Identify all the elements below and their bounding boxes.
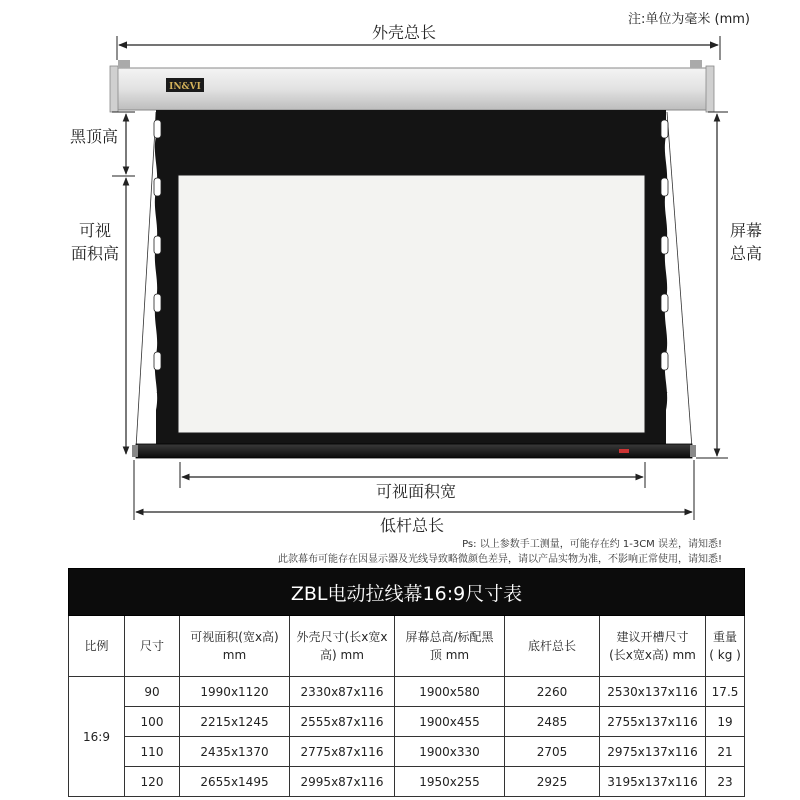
table-header-cell: 比例: [69, 616, 125, 677]
table-cell: 1900x330: [395, 737, 505, 767]
table-header-cell: 屏幕总高/标配黑 顶 mm: [395, 616, 505, 677]
black-top-height-dimension: [70, 112, 135, 176]
visible-height-dimension: [71, 178, 126, 454]
table-cell: 100: [125, 707, 180, 737]
table-cell: 2260: [505, 677, 600, 707]
color-difference-note: 此款幕布可能存在因显示器及光线导致略微颜色差异，请以产品实物为准，不影响正常使用，请知悉!: [277, 554, 722, 565]
brand-logo: IN&VI: [169, 82, 201, 92]
visible-height-label-line1: 可视: [78, 221, 112, 240]
table-header-cell: 尺寸: [125, 616, 180, 677]
table-header-cell: 重量 ( kg ): [706, 616, 745, 677]
table-cell: 2555x87x116: [290, 707, 395, 737]
unit-note: 注:单位为毫米 (mm): [628, 12, 750, 27]
visible-width-dimension: [180, 462, 645, 501]
visible-screen-area: [178, 175, 645, 433]
table-cell: 2925: [505, 767, 600, 797]
table-cell: 2775x87x116: [290, 737, 395, 767]
table-cell: 2755x137x116: [600, 707, 706, 737]
bottom-bar-length-label: 低杆总长: [379, 516, 445, 535]
table-cell: 120: [125, 767, 180, 797]
screen-total-height-label-line2: 总高: [729, 244, 763, 263]
table-row: [69, 737, 745, 767]
table-cell: 90: [125, 677, 180, 707]
screen-total-height-dimension: [696, 112, 762, 458]
table-cell: 2975x137x116: [600, 737, 706, 767]
bottom-bar: [132, 444, 696, 458]
table-cell: 3195x137x116: [600, 767, 706, 797]
ratio-cell: 16:9: [69, 677, 125, 797]
table-header-cell: 外壳尺寸(长x宽x 高) mm: [290, 616, 395, 677]
table-header-cell: 可视面积(宽x高) mm: [180, 616, 290, 677]
table-row: [69, 677, 745, 707]
table-cell: 110: [125, 737, 180, 767]
table-cell: 2530x137x116: [600, 677, 706, 707]
table-cell: 2705: [505, 737, 600, 767]
table-cell: 1950x255: [395, 767, 505, 797]
screen-total-height-label-line1: 屏幕: [729, 221, 763, 240]
table-cell: 1900x455: [395, 707, 505, 737]
measurement-note: Ps: 以上参数手工测量，可能存在约 1-3CM 误差，请知悉!: [462, 539, 722, 550]
visible-width-label: 可视面积宽: [375, 482, 457, 501]
table-row: [69, 767, 745, 797]
screen-fabric: [155, 110, 667, 444]
table-cell: 2655x1495: [180, 767, 290, 797]
table-row: [69, 707, 745, 737]
table-cell: 2995x87x116: [290, 767, 395, 797]
screen-housing: [110, 60, 714, 112]
table-cell: 2485: [505, 707, 600, 737]
table-body: [69, 677, 745, 797]
table-header-cell: 建议开槽尺寸 (长x宽x高) mm: [600, 616, 706, 677]
visible-height-label-line2: 面积高: [70, 244, 120, 263]
table-header-row: [69, 616, 745, 677]
table-cell: 21: [706, 737, 745, 767]
outer-length-label: 外壳总长: [371, 23, 437, 42]
size-spec-table: [68, 568, 745, 797]
table-cell: 2215x1245: [180, 707, 290, 737]
table-cell: 1990x1120: [180, 677, 290, 707]
black-top-height-label: 黑顶高: [69, 127, 119, 146]
outer-length-dimension: [117, 20, 720, 60]
table-cell: 17.5: [706, 677, 745, 707]
table-cell: 1900x580: [395, 677, 505, 707]
table-cell: 2435x1370: [180, 737, 290, 767]
table-cell: 23: [706, 767, 745, 797]
table-cell: 2330x87x116: [290, 677, 395, 707]
table-cell: 19: [706, 707, 745, 737]
table-header-cell: 底杆总长: [505, 616, 600, 677]
table-title: ZBL电动拉线幕16:9尺寸表: [69, 569, 745, 616]
